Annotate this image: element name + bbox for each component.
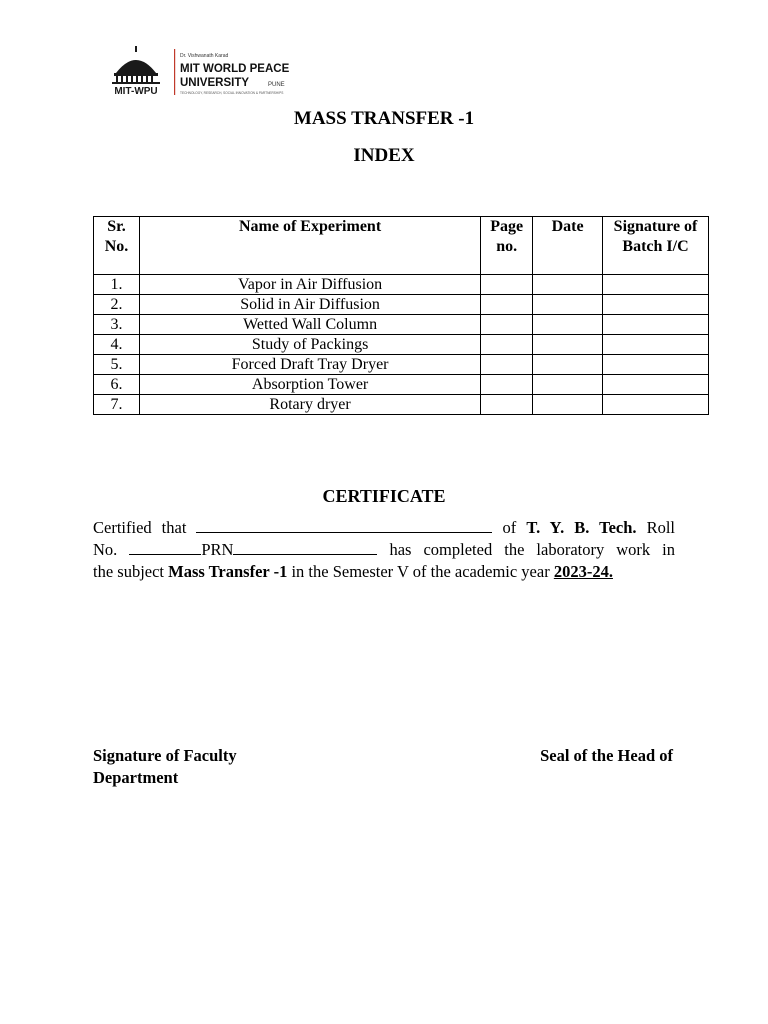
sr-cell: 4. xyxy=(94,335,140,355)
logo-city: PUNE xyxy=(268,82,285,88)
certificate-body xyxy=(93,517,675,583)
page-cell xyxy=(481,375,533,395)
signature-cell xyxy=(603,395,709,415)
table-row xyxy=(94,375,709,395)
roll-no-blank xyxy=(129,540,201,555)
col-header-date: Date xyxy=(533,217,603,275)
signature-cell xyxy=(603,315,709,335)
date-cell xyxy=(533,375,603,395)
faculty-signature-label: Signature of Faculty xyxy=(93,746,237,765)
date-cell xyxy=(533,295,603,315)
signature-cell xyxy=(603,275,709,295)
col-header-page: Page no. xyxy=(481,217,533,275)
page-cell xyxy=(481,335,533,355)
experiment-cell: Rotary dryer xyxy=(139,395,480,415)
sr-cell: 3. xyxy=(94,315,140,335)
logo-tagline: Dr. Vishwanath Karad xyxy=(180,53,229,59)
page-cell xyxy=(481,315,533,335)
signature-cell xyxy=(603,375,709,395)
logo-motto: TECHNOLOGY, RESEARCH, SOCIAL INNOVATION & PARTNERSHIPS xyxy=(180,91,284,95)
page-cell xyxy=(481,275,533,295)
experiment-cell: Wetted Wall Column xyxy=(139,315,480,335)
experiment-cell: Solid in Air Diffusion xyxy=(139,295,480,315)
date-cell xyxy=(533,315,603,335)
certificate-line-3 xyxy=(93,561,675,583)
index-table xyxy=(93,216,709,415)
table-row xyxy=(94,335,709,355)
col-header-name: Name of Experiment xyxy=(139,217,480,275)
table-row xyxy=(94,315,709,335)
academic-year-text: 2023-24. xyxy=(553,562,613,581)
experiment-cell: Forced Draft Tray Dryer xyxy=(139,355,480,375)
page-cell xyxy=(481,355,533,375)
semester-text: in the Semester V of the academic year xyxy=(291,562,550,581)
sr-cell: 2. xyxy=(94,295,140,315)
the-subject-text: the subject xyxy=(93,562,165,581)
certificate-line-1 xyxy=(93,517,675,539)
of-text: of xyxy=(502,518,517,537)
class-text: T. Y. B. Tech. xyxy=(526,518,637,537)
no-text: No. xyxy=(93,540,118,559)
experiment-cell: Vapor in Air Diffusion xyxy=(139,275,480,295)
table-row xyxy=(94,275,709,295)
sr-cell: 1. xyxy=(94,275,140,295)
date-cell xyxy=(533,395,603,415)
date-cell xyxy=(533,355,603,375)
signature-cell xyxy=(603,335,709,355)
table-row xyxy=(94,355,709,375)
prn-blank xyxy=(233,540,377,555)
roll-text: Roll xyxy=(646,518,676,537)
table-row xyxy=(94,295,709,315)
sr-cell: 7. xyxy=(94,395,140,415)
col-header-sr: Sr. No. xyxy=(94,217,140,275)
has-completed-text: has completed the laboratory work in xyxy=(389,540,676,559)
student-name-blank xyxy=(196,518,492,533)
logo-divider xyxy=(174,49,175,95)
date-cell xyxy=(533,335,603,355)
signature-cell xyxy=(603,295,709,315)
dome-icon xyxy=(112,46,160,84)
sr-cell: 6. xyxy=(94,375,140,395)
logo-abbr: MIT-WPU xyxy=(114,86,158,97)
course-title: MASS TRANSFER -1 xyxy=(293,108,475,129)
table-header-row xyxy=(94,217,709,275)
signature-cell xyxy=(603,355,709,375)
experiment-cell: Absorption Tower xyxy=(139,375,480,395)
certified-that-text: Certified that xyxy=(93,518,187,537)
certificate-title: CERTIFICATE xyxy=(322,486,446,506)
logo-name-line2: UNIVERSITY xyxy=(180,77,250,89)
index-title: INDEX xyxy=(353,145,415,166)
department-label: Department xyxy=(93,768,179,787)
experiment-cell: Study of Packings xyxy=(139,335,480,355)
logo-name-line1: MIT WORLD PEACE xyxy=(180,63,290,75)
hod-seal-label: Seal of the Head of xyxy=(540,746,673,765)
sr-cell: 5. xyxy=(94,355,140,375)
signature-block xyxy=(93,745,673,789)
table-row xyxy=(94,395,709,415)
certificate-line-2 xyxy=(93,539,675,561)
page-cell xyxy=(481,295,533,315)
col-header-signature: Signature of Batch I/C xyxy=(603,217,709,275)
date-cell xyxy=(533,275,603,295)
page-cell xyxy=(481,395,533,415)
prn-text: PRN xyxy=(201,540,234,559)
subject-text: Mass Transfer -1 xyxy=(168,562,288,581)
university-logo xyxy=(94,43,296,101)
